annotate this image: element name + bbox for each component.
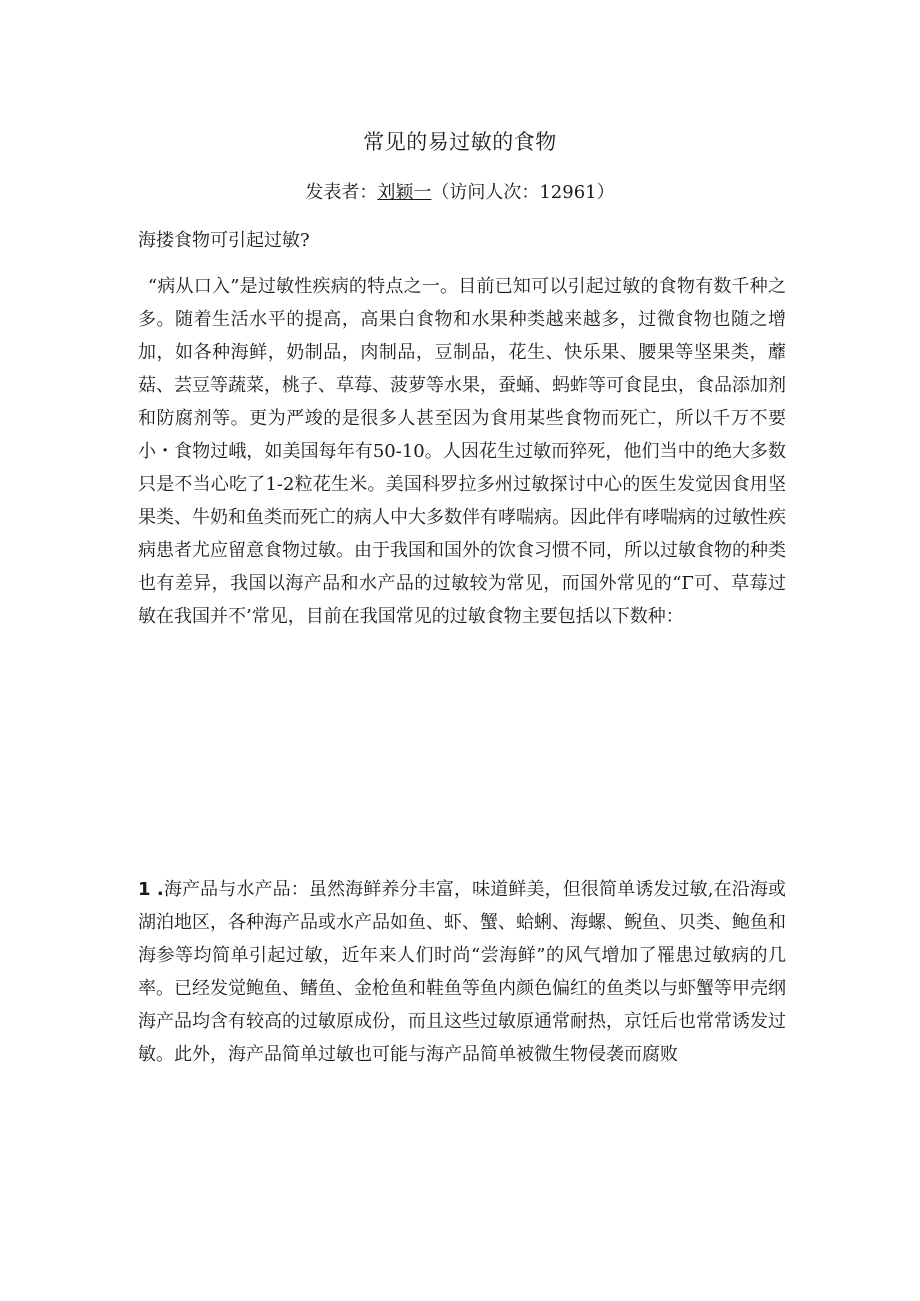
byline-prefix: 发表者： <box>305 182 378 203</box>
paragraph-seafood <box>138 873 786 1071</box>
author-link[interactable]: 刘颖一 <box>377 182 432 203</box>
paragraph-intro: “病从口入”是过敏性疾病的特点之一。目前已知可以引起过敏的食物有数千种之多。随着生活水平的提高，高果白食物和水果种类越来越多，过微食物也随之增加，如各种海鲜，奶制品，肉制品，豆制品，花生、快乐果、腰果等坚果类，蘼菇、芸豆等蔬菜，桃子、草莓、菠萝等水果，蚕蛹、蚂蚱等可食昆虫，食品添加剂和防腐剂等。更为严竣的是很多人甚至因为食用某些食物而死亡，所以千万不要小・食物过峨，如美国每年有50-10。人因花生过敏而猝死，他们当中的绝大多数只是不当心吃了1-2粒花生米。美国科罗拉多州过敏探讨中心的医生发觉因食用坚果类、牛奶和鱼类而死亡的病人中大多数伴有哮喘病。因此伴有哮喘病的过敏性疾病患者尤应留意食物过敏。由于我国和国外的饮食习惯不同，所以过敏食物的种类也有差异，我国以海产品和水产品的过敏较为常见，而国外常见的“Γ可、草莓过敏在我国并不’常见，目前在我国常见的过敏食物主要包括以下数种： <box>138 276 786 627</box>
section-heading: 海搂食物可引起过敏? <box>138 230 310 251</box>
paragraph-seafood-text: 海产品与水产品：虽然海鲜养分丰富，味道鲜美，但很简单诱发过敏,在沿海或湖泊地区，各种海产品或水产品如鱼、虾、蟹、蛤蜊、海螺、鲵鱼、贝类、鲍鱼和海参等均简单引起过敏，近年来人们时尚“尝海鲜”的风气增加了罹患过敏病的几率。已经发觉鲍鱼、鳍鱼、金枪鱼和鞋鱼等鱼内颜色偏红的鱼类以与虾蟹等甲壳纲海产品均含有较高的过敏原成份，而且这些过敏原通常耐热，京饪后也常常诱发过敏。此外，海产品简单过敏也可能与海产品简单被微生物侵袭而腐败 <box>138 879 786 1065</box>
visit-count: （访问人次：12961） <box>431 182 615 203</box>
document-title: 常见的易过敏的食物 <box>363 130 557 154</box>
byline <box>0 178 920 204</box>
list-number: 1 . <box>138 879 164 900</box>
